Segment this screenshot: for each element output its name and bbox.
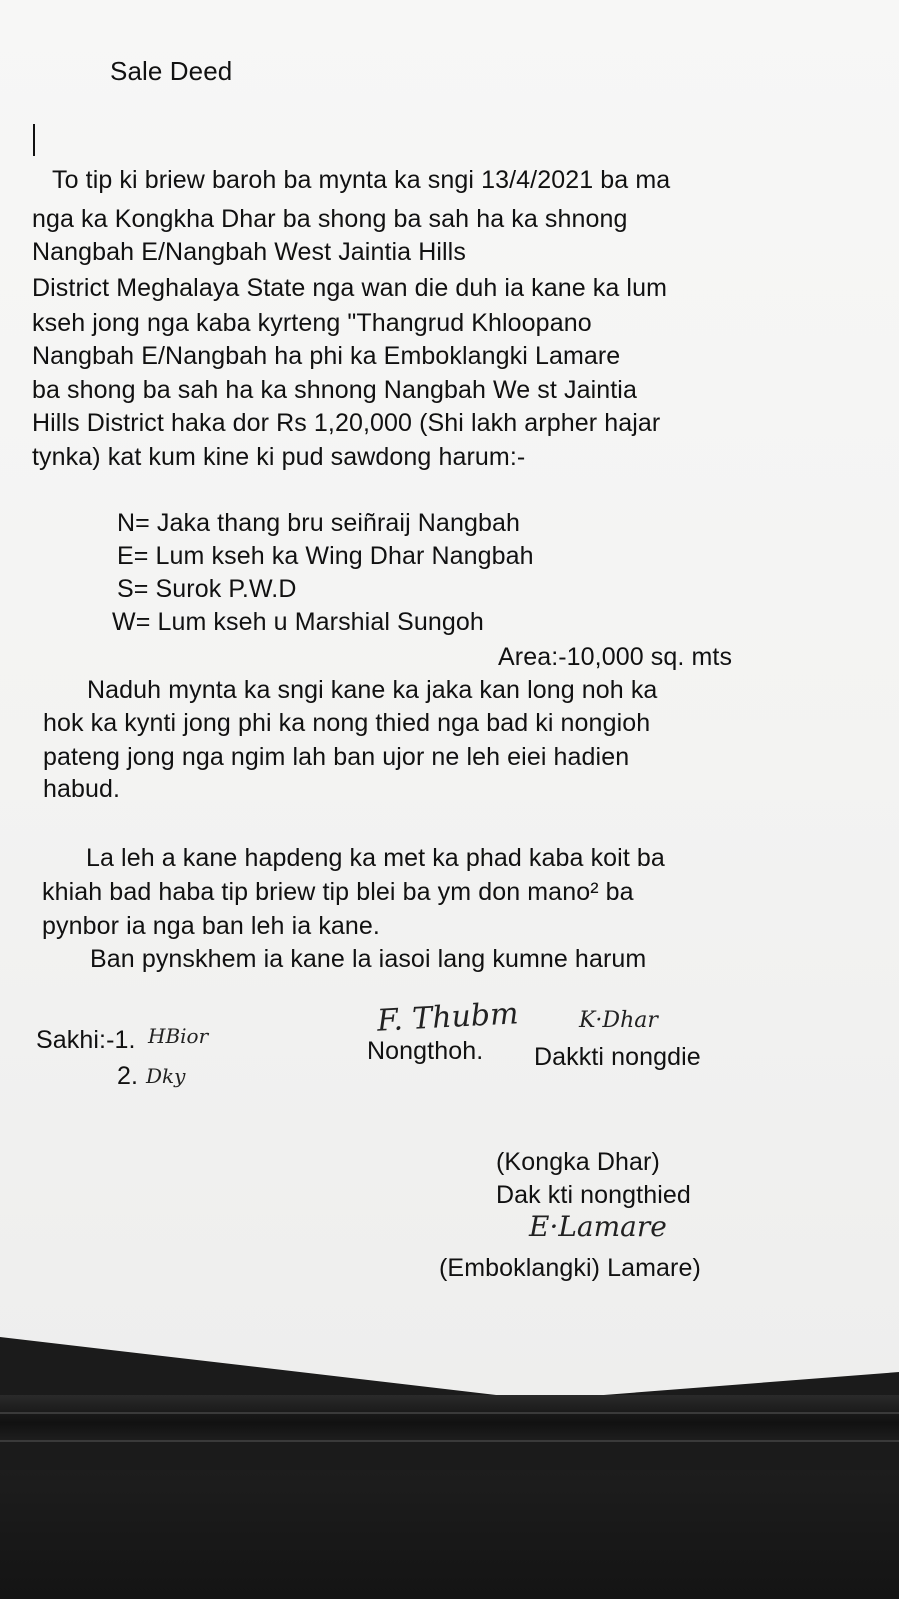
paragraph2-line: habud. xyxy=(43,775,121,803)
boundary-north: N= Jaka thang bru seiñraij Nangbah xyxy=(117,509,520,537)
witness-signature-1: HBior xyxy=(148,1024,209,1048)
paragraph1-line: kseh jong nga kaba kyrteng "Thangrud Khloopano xyxy=(32,309,592,337)
witness-label-1: Sakhi:-1. xyxy=(36,1026,136,1054)
buyer-signature: E·Lamare xyxy=(529,1210,667,1243)
paragraph2-line: hok ka kynti jong phi ka nong thied nga bad ki nongioh xyxy=(43,709,651,737)
witness-label-2: 2. xyxy=(117,1062,139,1090)
paragraph1-line: ba shong ba sah ha ka shnong Nangbah We st Jaintia xyxy=(32,376,637,404)
document-title: Sale Deed xyxy=(110,56,233,86)
paragraph1-line: District Meghalaya State nga wan die duh ia kane ka lum xyxy=(32,274,668,302)
table-surface xyxy=(0,1470,899,1599)
witness-signature-2: Dky xyxy=(146,1064,186,1088)
paragraph3-line: La leh a kane hapdeng ka met ka phad kaba koit ba xyxy=(86,844,665,872)
boundary-east: E= Lum kseh ka Wing Dhar Nangbah xyxy=(117,542,534,570)
text-cursor xyxy=(33,124,35,156)
table-stripe xyxy=(0,1412,899,1414)
boundary-south: S= Surok P.W.D xyxy=(117,575,297,603)
paragraph3-line: khiah bad haba tip briew tip blei ba ym don mano² ba xyxy=(42,878,634,906)
paragraph1-line: Nangbah E/Nangbah ha phi ka Emboklangki Lamare xyxy=(32,342,621,370)
table-stripe xyxy=(0,1440,899,1442)
seller-signature: K·Dhar xyxy=(579,1008,658,1033)
table-edge xyxy=(0,1395,899,1441)
buyer-label: Dak kti nongthied xyxy=(496,1181,691,1209)
seller-name: (Kongka Dhar) xyxy=(496,1148,660,1176)
nongthoh-label: Nongthoh. xyxy=(367,1037,484,1065)
nongthoh-signature: F. Thubm xyxy=(376,996,520,1039)
dakkti-nongdie-label: Dakkti nongdie xyxy=(534,1043,701,1071)
paragraph2-line: pateng jong nga ngim lah ban ujor ne leh eiei hadien xyxy=(43,743,630,771)
paragraph1-line: nga ka Kongkha Dhar ba shong ba sah ha ka shnong xyxy=(32,205,628,233)
buyer-name: (Emboklangki) Lamare) xyxy=(439,1254,701,1282)
paragraph2-line: Naduh mynta ka sngi kane ka jaka kan long noh ka xyxy=(87,676,658,704)
paragraph1-line: Hills District haka dor Rs 1,20,000 (Shi lakh arpher hajar xyxy=(32,409,661,437)
area-value: Area:-10,000 sq. mts xyxy=(498,643,733,671)
paragraph3-line: pynbor ia nga ban leh ia kane. xyxy=(42,912,380,940)
paragraph4-line: Ban pynskhem ia kane la iasoi lang kumne harum xyxy=(90,945,647,973)
paragraph1-line: tynka) kat kum kine ki pud sawdong harum:- xyxy=(32,443,526,471)
paragraph1-line: To tip ki briew baroh ba mynta ka sngi 13/4/2021 ba ma xyxy=(52,166,671,194)
paragraph1-line: Nangbah E/Nangbah West Jaintia Hills xyxy=(32,238,466,266)
boundary-west: W= Lum kseh u Marshial Sungoh xyxy=(112,608,484,636)
